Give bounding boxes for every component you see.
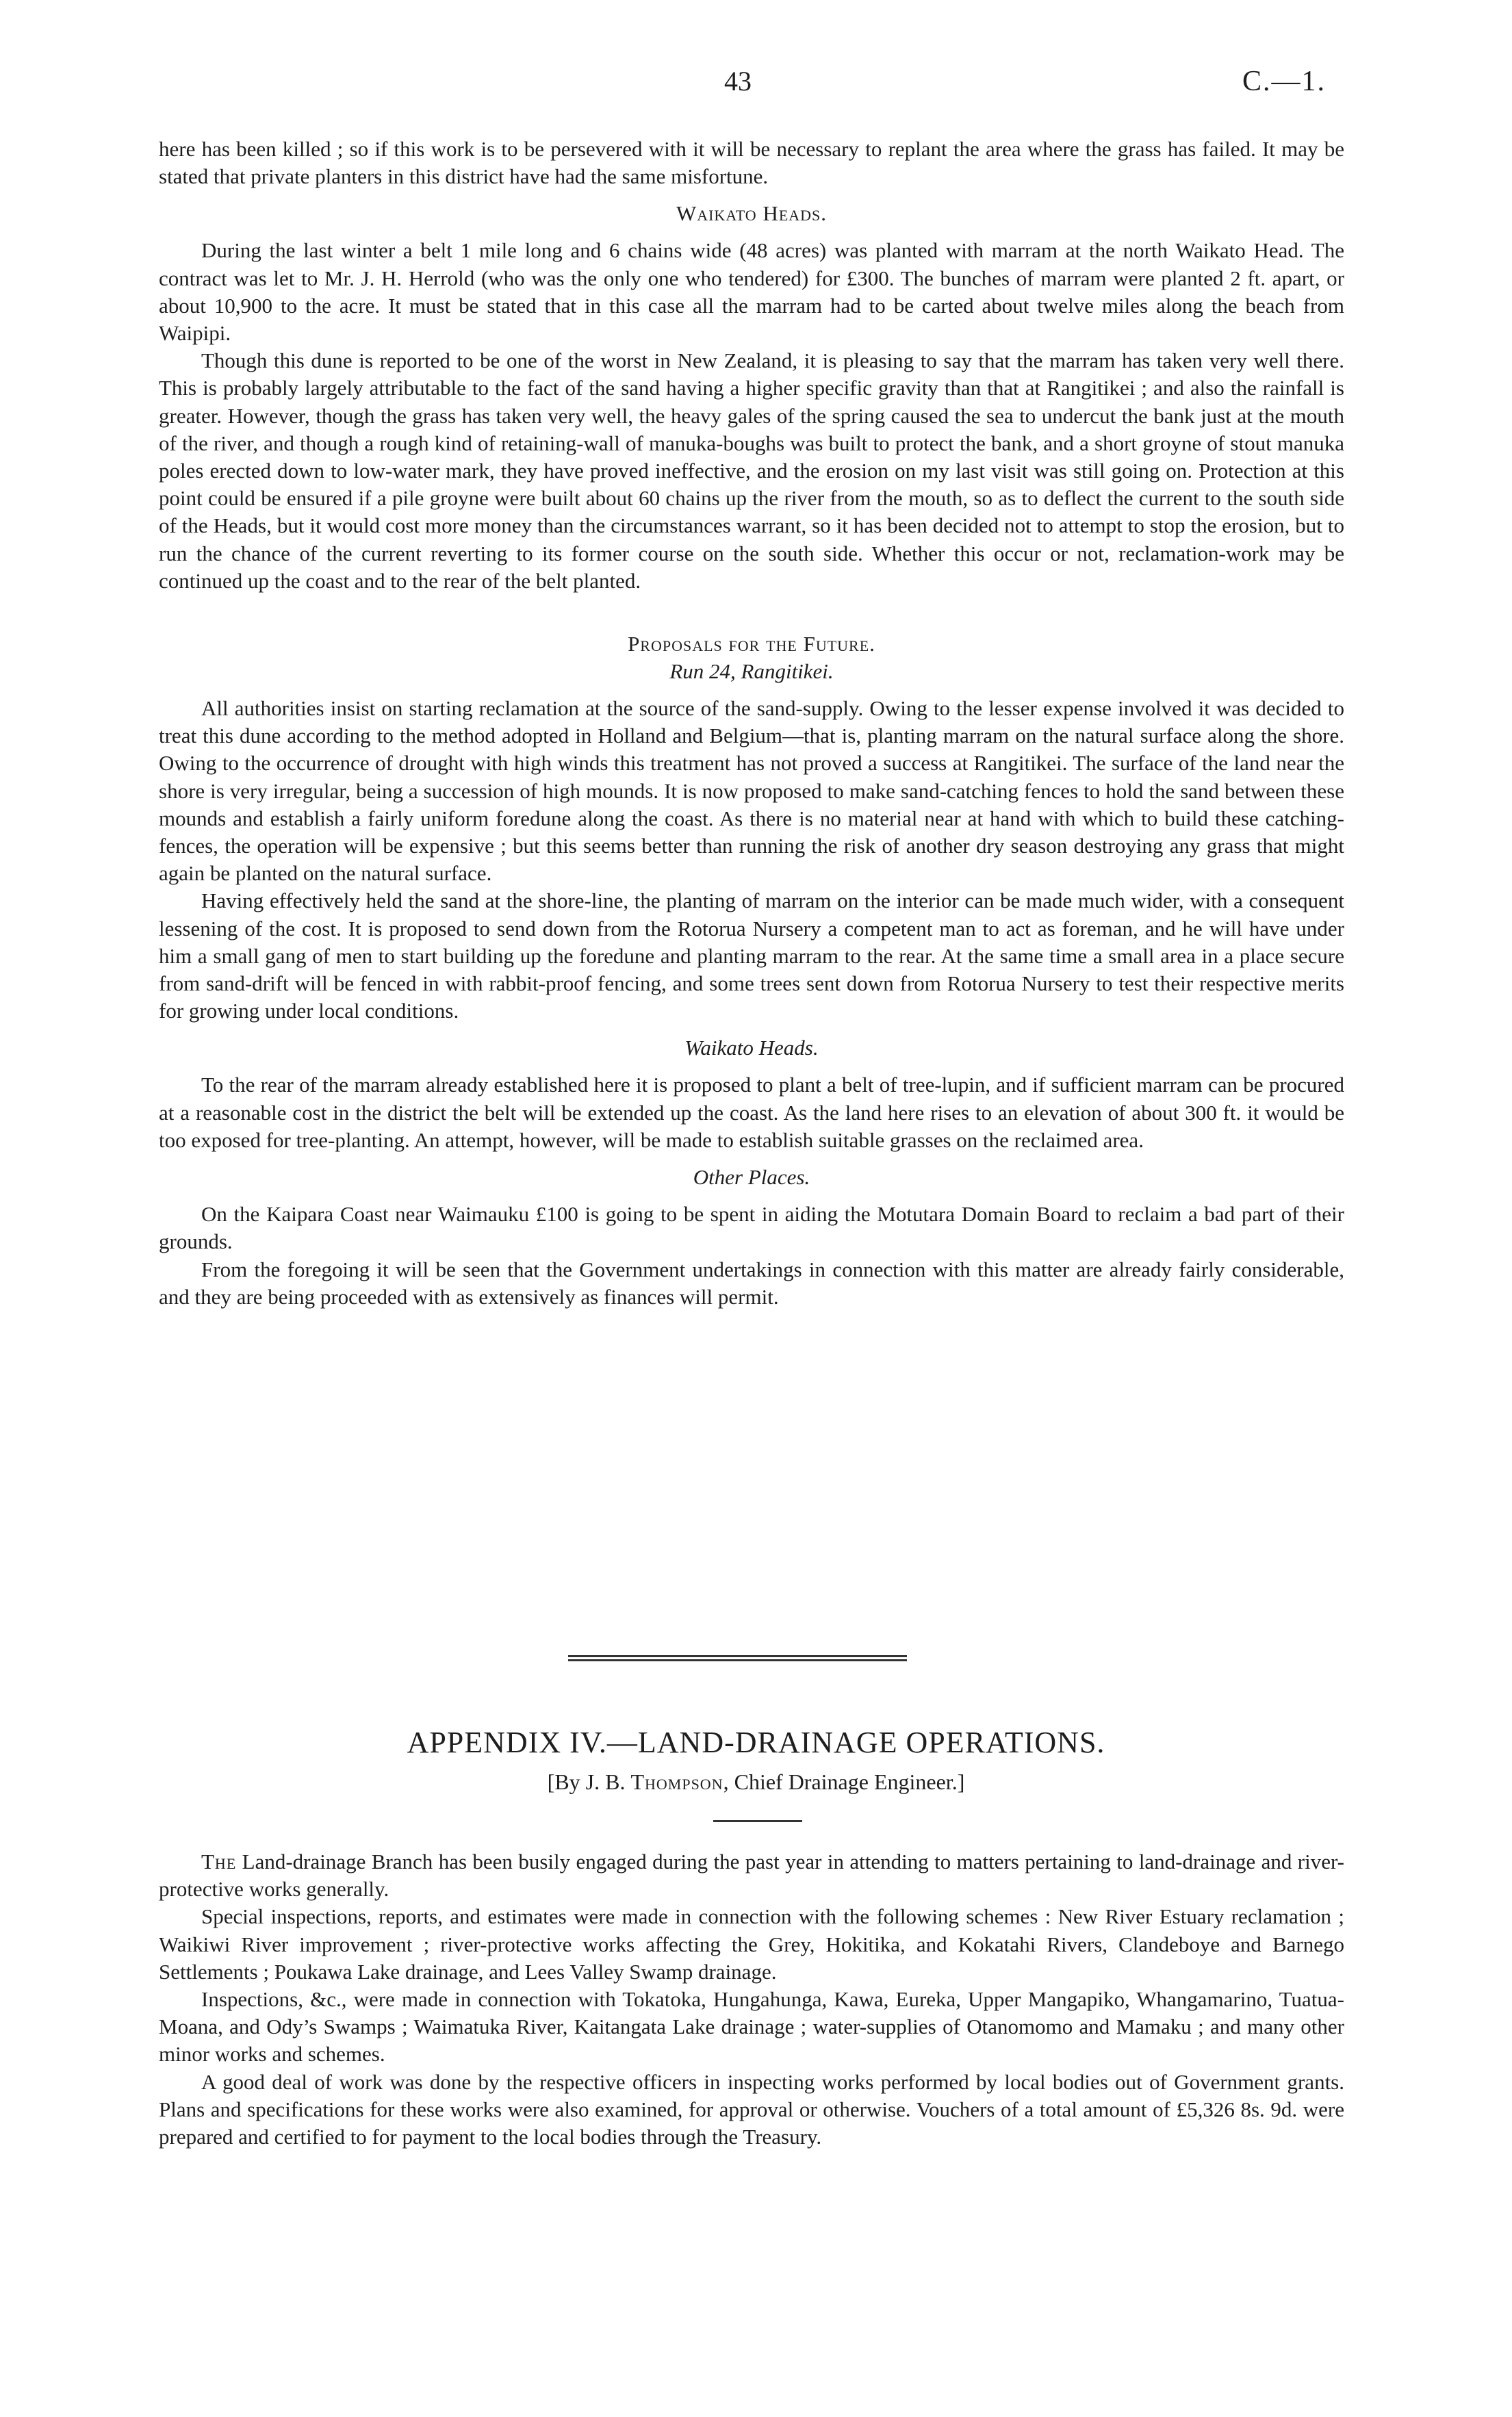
other-places-heading: Other Places. [693,1165,810,1190]
appendix-paragraph: Special inspections, reports, and estimates were made in connection with the following schemes : New River Estuary reclamation ; Waikiwi River improvement ; river-protective works affecting the Grey, Hokitika, and Kokatahi Rivers, Clandeboye and Barnego Settlements ; Poukawa Lake drainage, and Lees Valley Swamp drainage. [159,1904,1344,1984]
run-24-heading: Run 24, Rangitikei. [669,659,834,684]
first-word: The [201,1850,237,1874]
appendix-paragraph: A good deal of work was done by the respective officers in inspecting works performed by local bodies out of Government grants. Plans and specifications for these works were also examined, for approval or otherwise. Vouchers of a total amount of £5,326 8s. 9d. were prepared and certified to for payment to the local bodies through the Treasury. [159,2069,1344,2149]
byline-rule [713,1820,802,1822]
page-header [0,65,1512,106]
byline-suffix: , Chief Drainage Engineer.] [723,1769,965,1794]
waikato-paragraph: Though this dune is reported to be one of the worst in New Zealand, it is pleasing to say that the marram has taken very well there. This is probably largely attributable to the fact of the sand having a higher specific gravity than that at Rangitikei ; and also the rainfall is greater. However, though the grass has taken very well, the heavy gales of the spring caused the sea to undercut the bank just at the mouth of the river, and though a rough kind of retaining-wall of manuka-boughs was built to protect the bank, and a short groyne of stout manuka poles erected down to low-water mark, they have proved ineffective, and the erosion on my last visit was still going on. Protection at this point could be ensured if a pile groyne were built about 60 chains up the river from the mouth, so as to deflect the current to the south side of the Heads, but it would cost more money than the circumstances warrant, so it has been decided not to attempt to stop the erosion, but to run the chance of the current reverting to its former course on the south side. Whether this occur or not, reclamation-work may be continued up the coast and to the rear of the belt planted. [159,348,1344,593]
appendix-text-column [159,1848,1344,2151]
run-24-paragraph: All authorities insist on starting reclamation at the source of the sand-supply. Owing to the lesser expense involved it was decided to treat this dune according to the method adopted in Holland and Belgium—that is, planting marram on the natural surface along the shore. Owing to the occurrence of drought with high winds this treatment has not proved a success at Rangitikei. The surface of the land near the shore is very irregular, being a succession of high mounds. It is now proposed to make sand-catching fences to hold the sand between these mounds and establish a fairly uniform foredune along the coast. As there is no material near at hand with which to build these catching-fences, the operation will be expensive ; but this seems better than running the risk of another dry season destroying any grass that might again be planted on the natural surface. [159,696,1344,886]
future-waikato-paragraph: To the rear of the marram already established here it is proposed to plant a belt of tree-lupin, and if sufficient marram can be procured at a reasonable cost in the district the belt will be extended up the coast. As the land here rises to an elevation of about 300 ft. it would be too exposed for tree-planting. An attempt, however, will be made to establish suitable grasses on the reclaimed area. [159,1073,1344,1152]
section-divider-rule [568,1655,907,1662]
appendix-paragraph: Inspections, &c., were made in connection with Tokatoka, Hungahunga, Kawa, Eureka, Upper Mangapiko, Whangamarino, Tuatua-Moana, and Ody’s Swamps ; Waimatuka River, Kaitangata Lake drainage ; water-supplies of Otanomomo and Mamaku ; and many other minor works and schemes. [159,1987,1344,2067]
main-text-column [159,136,1344,1311]
appendix-paragraph [159,1848,1344,1903]
other-places-paragraph: From the foregoing it will be seen that the Government undertakings in connection with this matter are already fairly considerable, and they are being proceeded with as extensively as finances will permit. [159,1257,1344,1309]
byline-author: Thompson [630,1769,723,1794]
appendix-paragraph-text: Land-drainage Branch has been busily engaged during the past year in attending to matters pertaining to land-drainage and river-protective works generally. [159,1850,1344,1902]
run-24-paragraph: Having effectively held the sand at the shore-line, the planting of marram on the interior can be made much wider, with a consequent lessening of the cost. It is proposed to send down from the Rotorua Nursery a competent man to act as foreman, and he will have under him a small gang of men to start building up the foredune and planting marram to the rear. At the same time a small area in a place secure from sand-drift will be fenced in with rabbit-proof fencing, and some trees sent down from Rotorua Nursery to test their respective merits for growing under local conditions. [159,888,1344,1023]
future-waikato-heading: Waikato Heads. [684,1036,819,1060]
page-number: 43 [724,66,752,97]
appendix-title: APPENDIX IV.—LAND-DRAINAGE OPERATIONS. [407,1726,1105,1759]
document-reference: C.—1. [1242,66,1327,97]
other-places-paragraph: On the Kaipara Coast near Waimauku £100 is going to be spent in aiding the Motutara Domain Board to reclaim a bad part of their grounds. [159,1202,1344,1254]
byline-prefix: [By J. B. [547,1769,631,1794]
waikato-paragraph: During the last winter a belt 1 mile long and 6 chains wide (48 acres) was planted with marram at the north Waikato Head. The contract was let to Mr. J. H. Herrold (who was the only one who tendered) for £300. The bunches of marram were planted 2 ft. apart, or about 10,900 to the acre. It must be stated that in this case all the marram had to be carted about twelve miles along the beach from Waipipi. [159,238,1344,346]
proposals-heading: Proposals for the Future. [628,632,875,656]
waikato-heads-heading: Waikato Heads. [676,201,828,226]
appendix-byline [0,1769,1512,1795]
intro-paragraph: here has been killed ; so if this work is to be persevered with it will be necessary to replant the area where the grass has failed. It may be stated that private planters in this district have had the same misfortune. [159,137,1344,189]
